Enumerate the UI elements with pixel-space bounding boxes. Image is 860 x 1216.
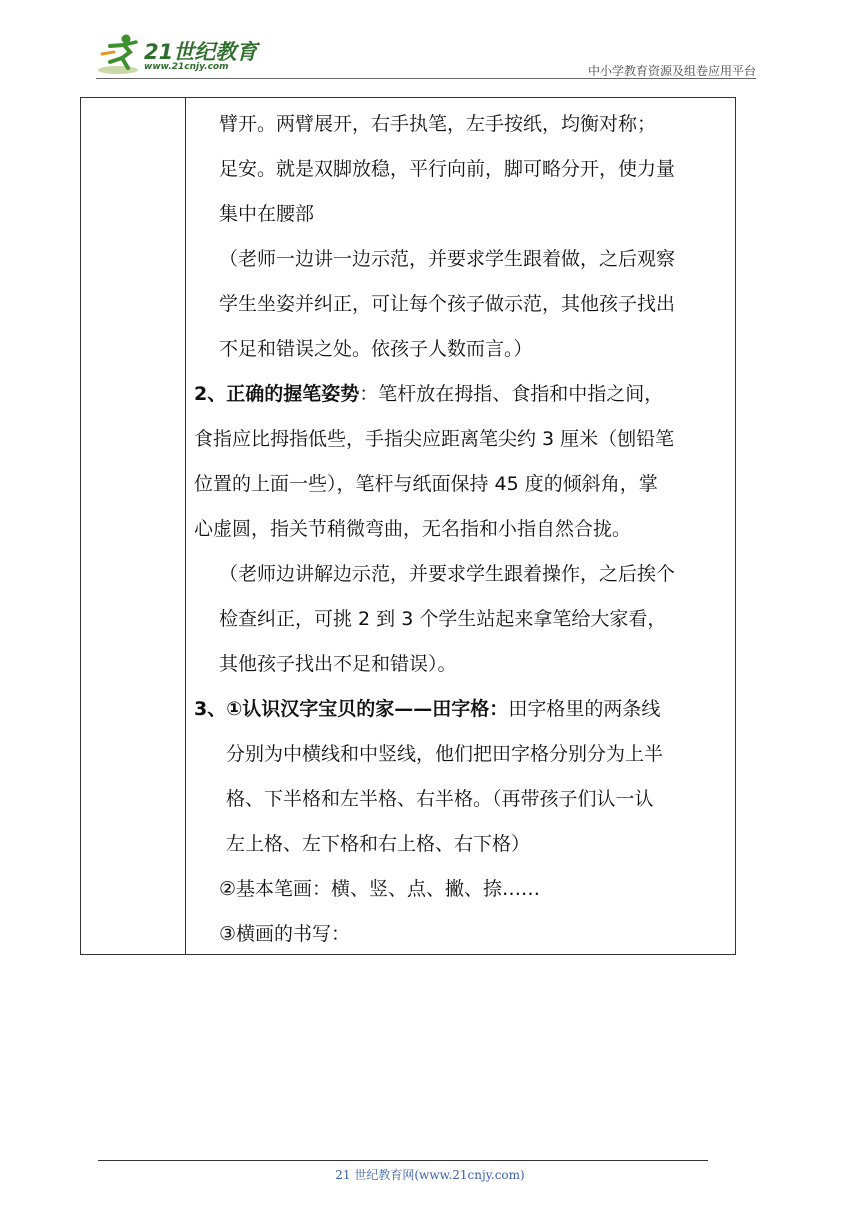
text-line: 臂开。两臂展开，右手执笔，左手按纸，均衡对称；: [219, 113, 657, 135]
text-line: 位置的上面一些），笔杆与纸面保持 45 度的倾斜角，掌: [194, 473, 658, 495]
footer-divider: [98, 1160, 708, 1161]
item-3-text: 田字格里的两条线: [508, 698, 661, 720]
item-2-heading-line: [194, 381, 663, 407]
item-2-title: 2、正确的握笔姿势: [194, 383, 360, 405]
text-line: 格、下半格和左半格、右半格。（再带孩子们认一认: [226, 788, 654, 810]
text-line: 不足和错误之处。依孩子人数而言。）: [219, 338, 533, 360]
text-line: 学生坐姿并纠正，可让每个孩子做示范，其他孩子找出: [219, 293, 676, 315]
header-divider: [96, 78, 756, 79]
text-line: 其他孩子找出不足和错误）。: [219, 653, 457, 675]
text-line: （老师边讲解边示范，并要求学生跟着操作，之后挨个: [219, 563, 676, 585]
text-line: 集中在腰部: [219, 203, 315, 225]
lesson-table: [80, 97, 736, 955]
text-line: （老师一边讲一边示范，并要求学生跟着做，之后观察: [219, 248, 676, 270]
text-line: 心虚圆，指关节稍微弯曲，无名指和小指自然合拢。: [194, 518, 632, 540]
text-line: ②基本笔画：横、竖、点、撇、捺……: [219, 878, 541, 900]
logo-text: 21世纪教育: [144, 40, 258, 64]
text-line: 食指应比拇指低些，手指尖应距离笔尖约 3 厘米（刨铅笔: [194, 428, 675, 450]
page-header: [96, 30, 756, 78]
item-3-title: 3、①认识汉字宝贝的家——田字格：: [194, 698, 509, 720]
platform-label: 中小学教育资源及组卷应用平台: [587, 64, 756, 78]
text-line: 足安。就是双脚放稳，平行向前，脚可略分开，使力量: [219, 158, 676, 180]
content-cell: [186, 98, 735, 954]
text-line: 左上格、左下格和右上格、右下格）: [226, 833, 531, 855]
text-line: 分别为中横线和中竖线，他们把田字格分别分为上半: [226, 743, 664, 765]
text-line: 检查纠正，可挑 2 到 3 个学生站起来拿笔给大家看，: [219, 608, 667, 630]
logo-url: www.21cnjy.com: [144, 62, 229, 72]
item-2-text: ：笔杆放在拇指、食指和中指之间，: [359, 383, 664, 405]
logo: [96, 32, 266, 76]
item-3-heading-line: [194, 696, 660, 722]
footer-link[interactable]: 21 世纪教育网(www.21cnjy.com): [335, 1168, 525, 1182]
text-line: ③横画的书写：: [219, 923, 351, 945]
runner-logo-icon: [96, 32, 146, 76]
